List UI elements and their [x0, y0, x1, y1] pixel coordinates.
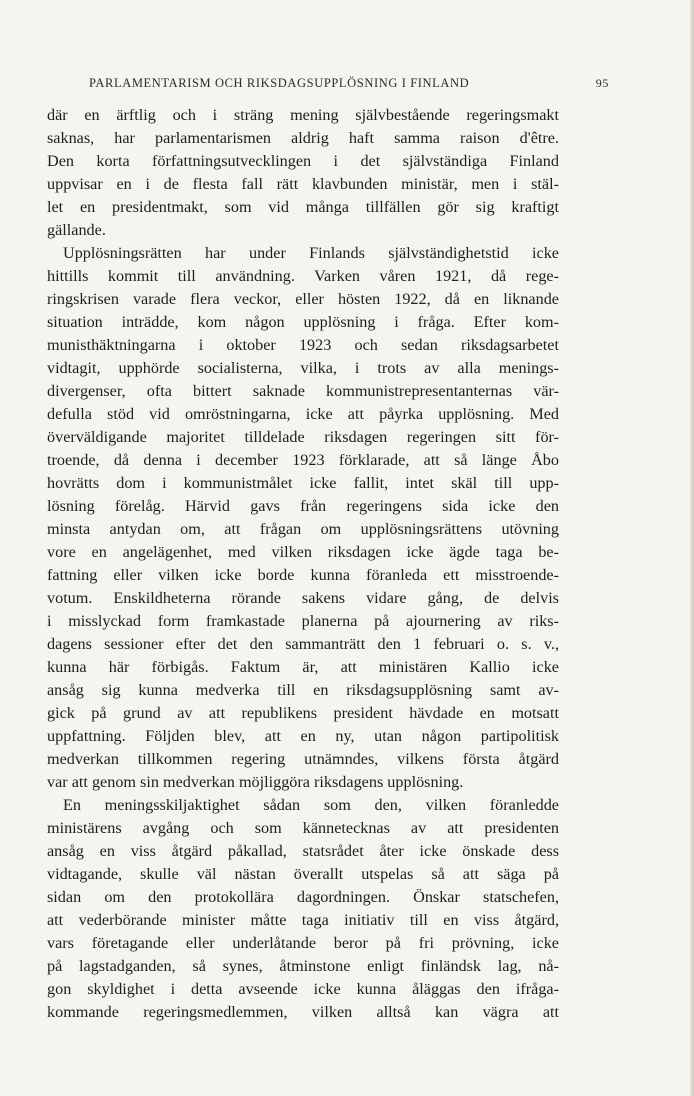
- text-line: gällande.: [47, 221, 106, 239]
- text-line: medverkan tillkommen regering utnämndes, vilkens första åtgärd: [47, 750, 559, 768]
- text-line: En meningsskiljaktighet sådan som den, vilken föranledde: [63, 796, 559, 814]
- text-line: på lagstadganden, så synes, åtminstone enligt finländsk lag, nå-: [47, 957, 559, 975]
- body-text: [47, 104, 559, 1024]
- text-line: lösning förelåg. Härvid gavs från regeringens sida icke den: [47, 497, 559, 515]
- text-line: saknas, har parlamentarismen aldrig haft samma raison d'être.: [47, 129, 559, 147]
- text-line: minsta antydan om, att frågan om upplösningsrättens utövning: [47, 520, 559, 538]
- text-line: defulla stöd vid omröstningarna, icke att påyrka upplösning. Med: [47, 405, 559, 423]
- text-line: var att genom sin medverkan möjliggöra riksdagens upplösning.: [47, 773, 464, 791]
- text-line: sidan om den protokollära dagordningen. Önskar statschefen,: [47, 888, 559, 906]
- text-line: uppvisar en i de flesta fall rätt klavbunden ministär, men i stäl-: [47, 175, 559, 193]
- text-line: fattning eller vilken icke borde kunna föranleda ett misstroende-: [47, 566, 559, 584]
- text-line: att vederbörande minister måtte taga initiativ till en viss åtgärd,: [47, 911, 559, 929]
- text-line: hovrätts dom i kommunistmålet icke fallit, intet skäl till upp-: [47, 474, 559, 492]
- text-line: ansåg sig kunna medverka till en riksdagsupplösning samt av-: [47, 681, 559, 699]
- text-line: vidtagande, skulle väl nästan överallt utspelas så att säga på: [47, 865, 559, 883]
- running-title: PARLAMENTARISM OCH RIKSDAGSUPPLÖSNING I FINLAND: [89, 76, 470, 90]
- text-line: dagens sessioner efter det den sammanträtt den 1 februari o. s. v.,: [47, 635, 559, 653]
- page-edge: [690, 0, 694, 1096]
- text-line: gon skyldighet i detta avseende icke kunna åläggas den ifråga-: [47, 980, 559, 998]
- text-line: överväldigande majoritet tilldelade riksdagen regeringen sitt för-: [47, 428, 559, 446]
- text-line: vidtagit, upphörde socialisterna, vilka, i trots av alla menings-: [47, 359, 559, 377]
- text-line: gick på grund av att republikens president hävdade en motsatt: [47, 704, 559, 722]
- text-line: situation inträdde, kom någon upplösning i fråga. Efter kom-: [47, 313, 559, 331]
- text-line: let en presidentmakt, som vid många tillfällen gör sig kraftigt: [47, 198, 559, 216]
- running-header: [89, 74, 609, 94]
- text-line: vore en angelägenhet, med vilken riksdagen icke ägde taga be-: [47, 543, 559, 561]
- text-line: kunna här förbigås. Faktum är, att ministären Kallio icke: [47, 658, 559, 676]
- text-line: munisthäktningarna i oktober 1923 och sedan riksdagsarbetet: [47, 336, 559, 354]
- page-number: 95: [595, 76, 609, 90]
- text-line: troende, då denna i december 1923 förklarade, att så länge Åbo: [47, 451, 559, 469]
- text-line: uppfattning. Följden blev, att en ny, utan någon partipolitisk: [47, 727, 559, 745]
- text-line: där en ärftlig och i sträng mening självbestående regeringsmakt: [47, 106, 559, 124]
- text-line: ringskrisen varade flera veckor, eller hösten 1922, då en liknande: [47, 290, 559, 308]
- text-line: i misslyckad form framkastade planerna på ajournering av riks-: [47, 612, 559, 630]
- text-line: ansåg en viss åtgärd påkallad, statsrådet åter icke önskade dess: [47, 842, 559, 860]
- text-line: kommande regeringsmedlemmen, vilken alltså kan vägra att: [47, 1003, 559, 1021]
- text-line: Upplösningsrätten har under Finlands självständighetstid icke: [63, 244, 559, 262]
- text-line: divergenser, ofta bittert saknade kommunistrepresentanternas vär-: [47, 382, 559, 400]
- text-line: ministärens avgång och som kännetecknas av att presidenten: [47, 819, 559, 837]
- text-line: Den korta författningsutvecklingen i det självständiga Finland: [47, 152, 559, 170]
- text-line: hittills kommit till användning. Varken våren 1921, då rege-: [47, 267, 559, 285]
- text-line: vars företagande eller underlåtande beror på fri prövning, icke: [47, 934, 559, 952]
- text-line: votum. Enskildheterna rörande sakens vidare gång, de delvis: [47, 589, 559, 607]
